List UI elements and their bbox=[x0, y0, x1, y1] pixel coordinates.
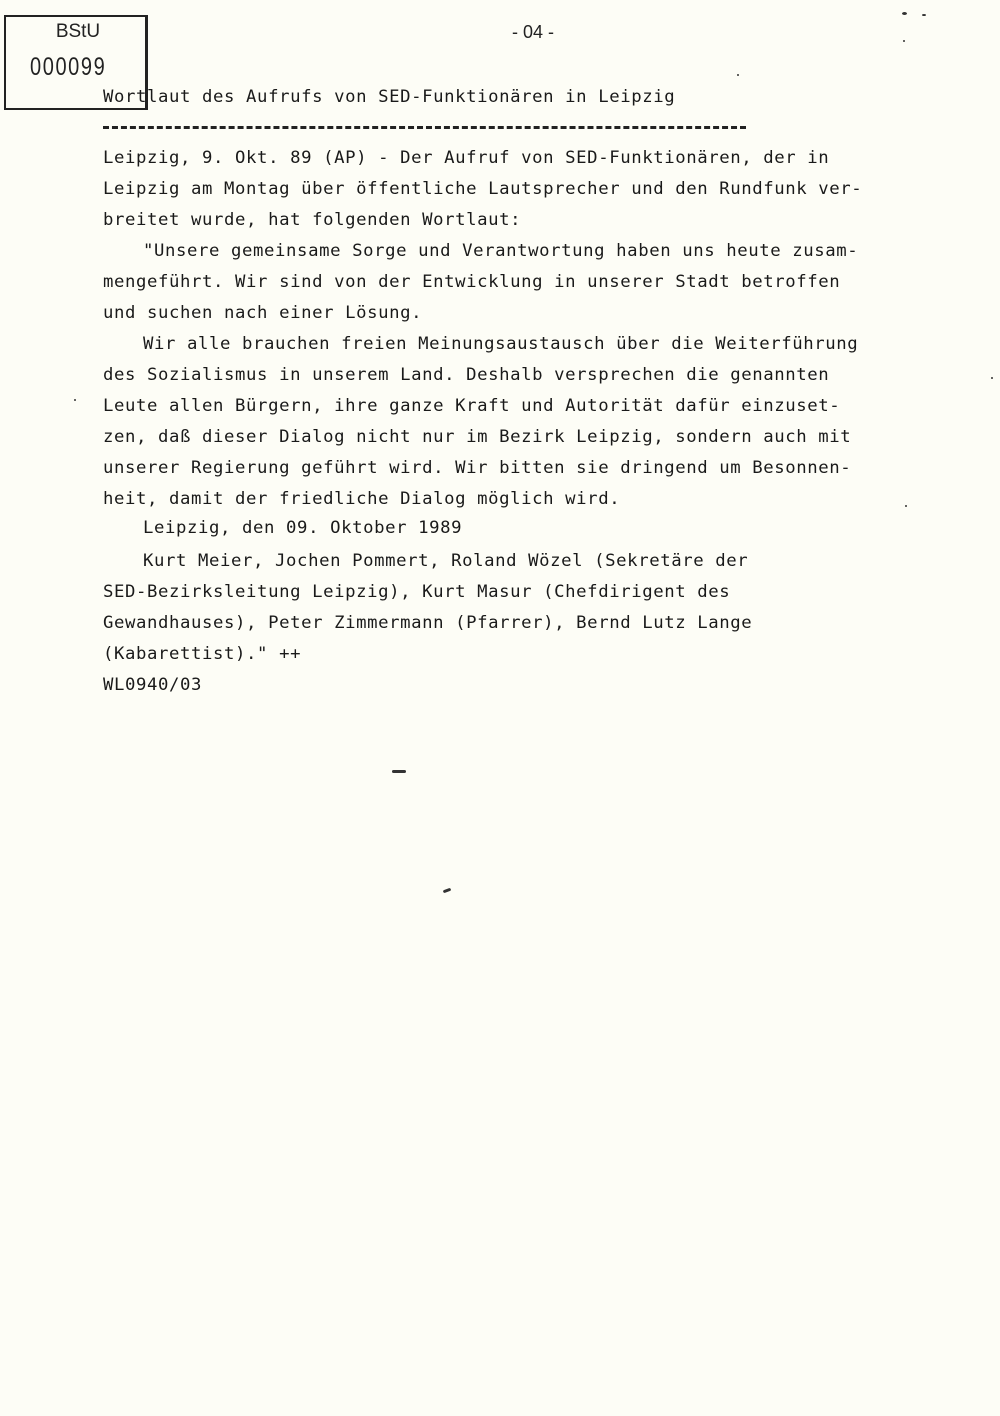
text-line: und suchen nach einer Lösung. bbox=[103, 303, 423, 323]
scan-speck bbox=[905, 505, 907, 507]
dateline: Leipzig, den 09. Oktober 1989 bbox=[143, 518, 463, 538]
text-line: heit, damit der friedliche Dialog möglich wird. bbox=[103, 489, 621, 509]
scan-speck bbox=[443, 888, 452, 894]
title-underline bbox=[103, 126, 746, 129]
scan-speck bbox=[991, 377, 993, 379]
text-line: zen, daß dieser Dialog nicht nur im Bezirk Leipzig, sondern auch mit bbox=[103, 427, 852, 447]
text-line: Wir alle brauchen freien Meinungsaustausch über die Weiterführung bbox=[143, 334, 859, 354]
stamp-organization: BStU bbox=[55, 21, 101, 42]
text-line: des Sozialismus in unserem Land. Deshalb versprechen die genannten bbox=[103, 365, 830, 385]
text-line: breitet wurde, hat folgenden Wortlaut: bbox=[103, 210, 522, 230]
stamp-number: 000099 bbox=[30, 53, 107, 81]
signatories-line: (Kabarettist)." ++ bbox=[103, 644, 302, 664]
document-title: Wortlaut des Aufrufs von SED-Funktionären in Leipzig bbox=[103, 87, 676, 107]
scan-speck bbox=[902, 12, 907, 15]
reference-code: WL0940/03 bbox=[103, 675, 203, 695]
text-line: Leipzig, 9. Okt. 89 (AP) - Der Aufruf von SED-Funktionären, der in bbox=[103, 148, 830, 168]
scan-speck bbox=[903, 40, 905, 42]
page-number: - 04 - bbox=[512, 22, 555, 42]
signatories-line: SED-Bezirksleitung Leipzig), Kurt Masur (Chefdirigent des bbox=[103, 582, 731, 602]
signatories-line: Kurt Meier, Jochen Pommert, Roland Wözel (Sekretäre der bbox=[143, 551, 749, 571]
text-line: "Unsere gemeinsame Sorge und Verantwortung haben uns heute zusam- bbox=[143, 241, 859, 261]
scan-speck bbox=[392, 770, 406, 773]
text-line: mengeführt. Wir sind von der Entwicklung in unserer Stadt betroffen bbox=[103, 272, 841, 292]
text-line: Leute allen Bürgern, ihre ganze Kraft und Autorität dafür einzuset- bbox=[103, 396, 841, 416]
scan-speck bbox=[737, 74, 739, 76]
text-line: Leipzig am Montag über öffentliche Lautsprecher und den Rundfunk ver- bbox=[103, 179, 863, 199]
scan-speck bbox=[74, 399, 76, 401]
scan-speck bbox=[922, 14, 926, 16]
signatories-line: Gewandhauses), Peter Zimmermann (Pfarrer), Bernd Lutz Lange bbox=[103, 613, 753, 633]
text-line: unserer Regierung geführt wird. Wir bitten sie dringend um Besonnen- bbox=[103, 458, 852, 478]
